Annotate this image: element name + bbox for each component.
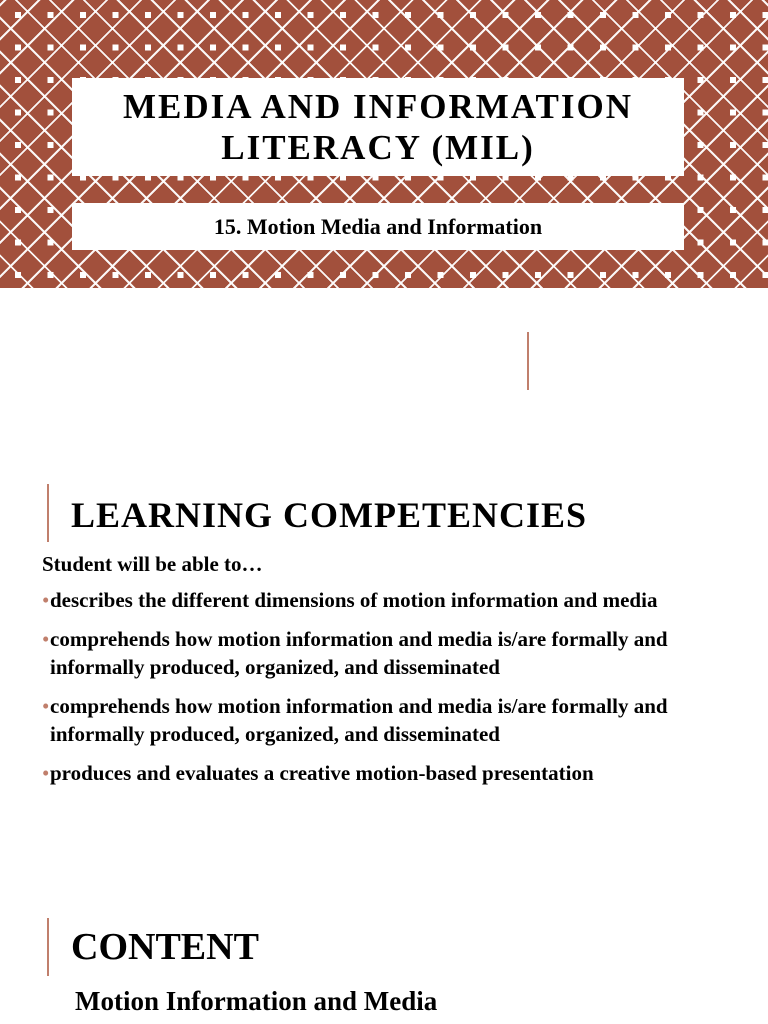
- content-accent-bar: [47, 918, 49, 976]
- pattern-dot: [730, 12, 736, 18]
- pattern-dot: [503, 272, 509, 278]
- pattern-dot: [373, 272, 379, 278]
- pattern-dot: [48, 142, 54, 148]
- pattern-dot: [145, 12, 151, 18]
- pattern-dot: [730, 77, 736, 83]
- pattern-dot: [470, 272, 476, 278]
- pattern-dot: [15, 142, 21, 148]
- competencies-intro: Student will be able to…: [42, 552, 263, 576]
- pattern-dot: [243, 272, 249, 278]
- pattern-dot: [730, 142, 736, 148]
- pattern-dot: [730, 45, 736, 51]
- pattern-dot: [600, 45, 606, 51]
- pattern-dot: [210, 272, 216, 278]
- pattern-dot: [48, 207, 54, 213]
- bullet-icon: •: [42, 761, 50, 785]
- bullet-icon: •: [42, 627, 50, 651]
- pattern-dot: [210, 45, 216, 51]
- pattern-dot: [48, 240, 54, 246]
- pattern-dot: [15, 272, 21, 278]
- bullet-icon: •: [42, 694, 50, 718]
- pattern-dot: [48, 77, 54, 83]
- pattern-dot: [503, 12, 509, 18]
- pattern-dot: [470, 45, 476, 51]
- pattern-dot: [438, 272, 444, 278]
- pattern-dot: [698, 175, 704, 181]
- pattern-dot: [763, 142, 768, 148]
- pattern-dot: [80, 45, 86, 51]
- list-item: [42, 586, 742, 614]
- pattern-dot: [763, 110, 768, 116]
- pattern-dot: [275, 45, 281, 51]
- pattern-dot: [48, 272, 54, 278]
- pattern-dot: [80, 12, 86, 18]
- pattern-dot: [698, 45, 704, 51]
- pattern-dot: [730, 110, 736, 116]
- pattern-dot: [308, 12, 314, 18]
- competencies-body: [42, 550, 742, 865]
- pattern-dot: [145, 45, 151, 51]
- pattern-dot: [48, 110, 54, 116]
- pattern-dot: [633, 12, 639, 18]
- pattern-dot: [763, 207, 768, 213]
- pattern-dot: [15, 175, 21, 181]
- pattern-dot: [665, 12, 671, 18]
- pattern-dot: [373, 45, 379, 51]
- pattern-dot: [340, 12, 346, 18]
- pattern-dot: [178, 45, 184, 51]
- blank-slide-accent-line: [527, 332, 529, 390]
- content-subheading: Motion Information and Media: [75, 986, 438, 1016]
- pattern-dot: [48, 175, 54, 181]
- pattern-dot: [763, 45, 768, 51]
- pattern-dot: [763, 175, 768, 181]
- pattern-dot: [535, 12, 541, 18]
- title-slide: [0, 0, 768, 288]
- pattern-dot: [665, 272, 671, 278]
- list-item: [42, 759, 742, 787]
- pattern-dot: [698, 272, 704, 278]
- pattern-dot: [633, 45, 639, 51]
- pattern-dot: [308, 272, 314, 278]
- pattern-dot: [698, 110, 704, 116]
- pattern-dot: [438, 12, 444, 18]
- pattern-dot: [470, 12, 476, 18]
- pattern-dot: [15, 207, 21, 213]
- content-heading: CONTENT: [71, 926, 259, 968]
- pattern-dot: [275, 12, 281, 18]
- pattern-dot: [145, 272, 151, 278]
- pattern-dot: [15, 110, 21, 116]
- pattern-dot: [730, 272, 736, 278]
- slide-subtitle: 15. Motion Media and Information: [72, 203, 684, 250]
- pattern-dot: [113, 45, 119, 51]
- pattern-dot: [15, 240, 21, 246]
- pattern-dot: [405, 272, 411, 278]
- list-item: [42, 625, 742, 681]
- pattern-dot: [15, 12, 21, 18]
- pattern-dot: [243, 45, 249, 51]
- pattern-dot: [568, 12, 574, 18]
- pattern-dot: [535, 272, 541, 278]
- pattern-dot: [698, 142, 704, 148]
- pattern-dot: [698, 207, 704, 213]
- pattern-dot: [48, 45, 54, 51]
- pattern-dot: [178, 12, 184, 18]
- heading-accent-bar: [47, 484, 49, 542]
- pattern-dot: [275, 272, 281, 278]
- pattern-dot: [438, 45, 444, 51]
- list-item-text: produces and evaluates a creative motion-based presentation: [50, 761, 594, 785]
- pattern-dot: [665, 45, 671, 51]
- list-item: [42, 692, 742, 748]
- slide-title-line-1: MEDIA AND INFORMATION: [123, 87, 633, 126]
- pattern-dot: [633, 272, 639, 278]
- pattern-dot: [210, 12, 216, 18]
- pattern-dot: [568, 272, 574, 278]
- pattern-dot: [568, 45, 574, 51]
- pattern-dot: [15, 45, 21, 51]
- pattern-dot: [405, 45, 411, 51]
- bullet-icon: •: [42, 588, 50, 612]
- pattern-dot: [308, 45, 314, 51]
- learning-competencies-heading: LEARNING COMPETENCIES: [71, 495, 588, 535]
- list-item-text: describes the different dimensions of motion information and media: [50, 588, 658, 612]
- pattern-dot: [763, 240, 768, 246]
- pattern-dot: [340, 45, 346, 51]
- pattern-dot: [373, 12, 379, 18]
- pattern-dot: [698, 240, 704, 246]
- pattern-dot: [730, 175, 736, 181]
- pattern-dot: [340, 272, 346, 278]
- title-box: [72, 78, 684, 176]
- pattern-dot: [113, 272, 119, 278]
- pattern-dot: [600, 12, 606, 18]
- pattern-dot: [80, 272, 86, 278]
- list-item-text: comprehends how motion information and media is/are formally and informally produced, organized, and disseminated: [50, 627, 668, 679]
- pattern-dot: [763, 77, 768, 83]
- pattern-dot: [405, 12, 411, 18]
- pattern-dot: [600, 272, 606, 278]
- competencies-list: [42, 586, 742, 787]
- slide-title-line-2: LITERACY (MIL): [221, 128, 535, 167]
- pattern-dot: [535, 45, 541, 51]
- pattern-dot: [763, 12, 768, 18]
- pattern-dot: [178, 272, 184, 278]
- pattern-dot: [730, 240, 736, 246]
- pattern-dot: [503, 45, 509, 51]
- pattern-dot: [698, 77, 704, 83]
- list-item-text: comprehends how motion information and media is/are formally and informally produced, organized, and disseminated: [50, 694, 668, 746]
- pattern-dot: [113, 12, 119, 18]
- pattern-dot: [698, 12, 704, 18]
- pattern-dot: [243, 12, 249, 18]
- pattern-dot: [15, 77, 21, 83]
- pattern-dot: [730, 207, 736, 213]
- pattern-dot: [763, 272, 768, 278]
- pattern-dot: [48, 12, 54, 18]
